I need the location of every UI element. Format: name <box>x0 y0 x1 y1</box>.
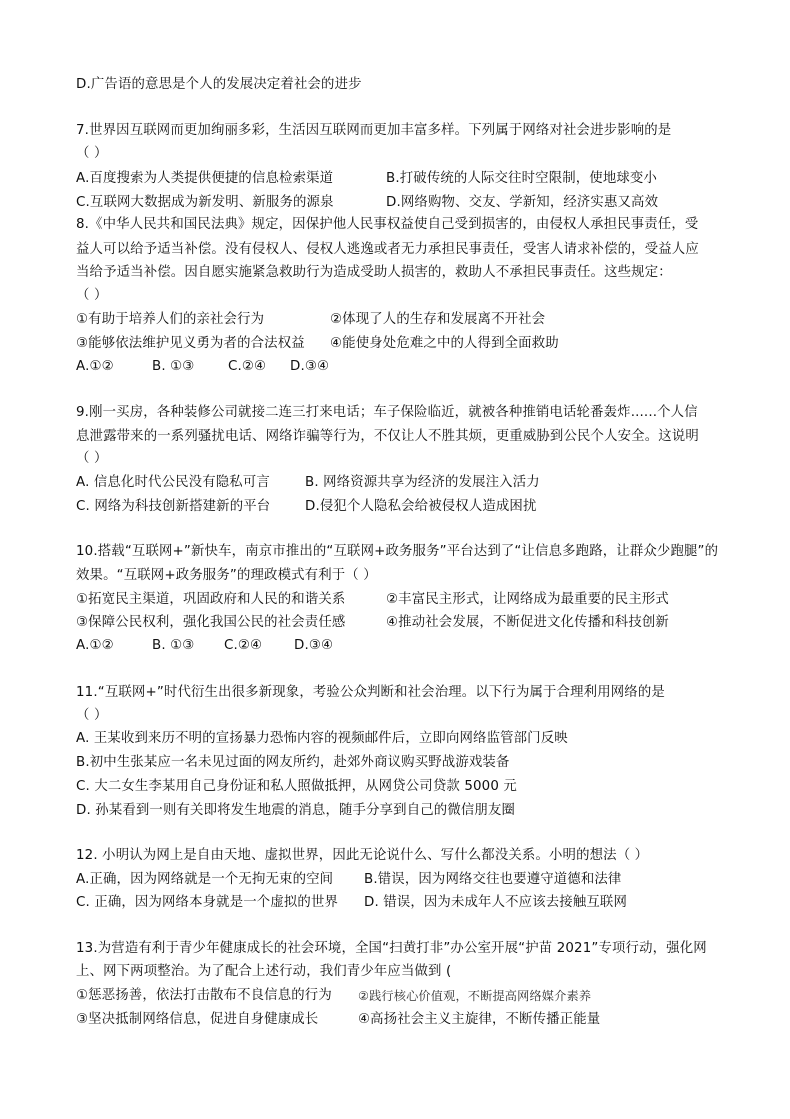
q11-option-b: B.初中生张某应一名未见过面的网友所约，赴郊外商议购买野战游戏装备 <box>76 755 510 770</box>
q10-statement-1: ①拓宽民主渠道，巩固政府和人民的和谐关系 <box>76 592 346 607</box>
q9-option-b: B. 网络资源共享为经济的发展注入活力 <box>305 475 540 490</box>
q10-statement-4: ④推动社会发展，不断促进文化传播和科技创新 <box>386 615 669 630</box>
q9-answer-paren: （ ） <box>76 451 108 466</box>
q9-stem-line2: 息泄露带来的一系列骚扰电话、网络诈骗等行为，不仅让人不胜其烦，更重威胁到公民个人安全。这说明 <box>76 429 699 444</box>
q8-statement-4: ④能使身处危难之中的人得到全面救助 <box>330 336 559 351</box>
q9-option-d: D.侵犯个人隐私会给被侵权人造成困扰 <box>305 499 537 514</box>
q12-option-c: C. 正确，因为网络本身就是一个虚拟的世界 <box>76 895 339 910</box>
q10-option-d: D.③④ <box>294 638 334 653</box>
q12-option-a: A.正确，因为网络就是一个无拘无束的空间 <box>76 872 334 887</box>
q12-option-d: D. 错误，因为未成年人不应该去接触互联网 <box>364 895 628 910</box>
q13-statement-3: ③坚决抵制网络信息，促进自身健康成长 <box>76 1012 319 1027</box>
q10-stem-line1: 10.搭载“互联网+”新快车，南京市推出的“互联网+政务服务”平台达到了“让信息多跑路，让群众少跑腿”的 <box>76 544 719 559</box>
q8-statement-1: ①有助于培养人们的亲社会行为 <box>76 312 265 327</box>
q13-statement-4: ④高扬社会主义主旋律，不断传播正能量 <box>358 1012 601 1027</box>
q13-statement-2: ②践行核心价值观，不断提高网络媒介素养 <box>358 989 592 1003</box>
q7-option-d: D.网络购物、交友、学新知，经济实惠又高效 <box>386 195 659 210</box>
q13-stem-line2: 上、网下两项整治。为了配合上述行动，我们青少年应当做到 ( <box>76 964 452 979</box>
q12-option-b: B.错误，因为网络交往也要遵守道德和法律 <box>364 872 622 887</box>
q7-option-a: A.百度搜索为人类提供便捷的信息检索渠道 <box>76 171 334 186</box>
q11-stem: 11.“互联网+”时代衍生出很多新现象，考验公众判断和社会治理。以下行为属于合理利用网络的是 <box>76 685 665 700</box>
q8-statement-2: ②体现了人的生存和发展离不开社会 <box>330 312 546 327</box>
q8-stem-line2: 益人可以给予适当补偿。没有侵权人、侵权人逃逸或者无力承担民事责任，受害人请求补偿的，受益人应 <box>76 242 699 257</box>
q8-answer-paren: （ ） <box>76 288 108 303</box>
q8-stem-line3: 当给予适当补偿。因自愿实施紧急救助行为造成受助人损害的，救助人不承担民事责任。这些规定： <box>76 265 672 280</box>
q11-option-d: D. 孙某看到一则有关即将发生地震的消息，随手分享到自己的微信朋友圈 <box>76 803 516 818</box>
q8-stem-line1: 8.《中华人民共和国民法典》规定，因保护他人民事权益使自己受到损害的，由侵权人承担民事责任，受 <box>76 217 699 232</box>
q10-stem-line2: 效果。“互联网+政务服务”的理政模式有利于（ ） <box>76 568 377 583</box>
q8-option-d: D.③④ <box>290 359 330 374</box>
q8-option-c: C.②④ <box>228 359 267 374</box>
q8-option-b: B. ①③ <box>152 359 195 374</box>
q10-option-c: C.②④ <box>224 638 263 653</box>
prev-question-option-d: D.广告语的意思是个人的发展决定着社会的进步 <box>76 77 362 92</box>
q8-option-a: A.①② <box>76 359 114 374</box>
q9-option-a: A. 信息化时代公民没有隐私可言 <box>76 475 270 490</box>
q11-option-a: A. 王某收到来历不明的宣扬暴力恐怖内容的视频邮件后，立即向网络监管部门反映 <box>76 731 568 746</box>
q8-statement-3: ③能够依法维护见义勇为者的合法权益 <box>76 336 305 351</box>
q7-option-b: B.打破传统的人际交往时空限制，使地球变小 <box>386 171 658 186</box>
q7-stem: 7.世界因互联网而更加绚丽多彩，生活因互联网而更加丰富多样。下列属于网络对社会进步影响的是 <box>76 123 672 138</box>
q12-stem: 12. 小明认为网上是自由天地、虚拟世界，因此无论说什么、写什么都没关系。小明的想法（ ） <box>76 848 649 863</box>
q10-statement-3: ③保障公民权利，强化我国公民的社会责任感 <box>76 615 346 630</box>
q11-answer-paren: （ ） <box>76 708 108 723</box>
q13-statement-1: ①惩恶扬善，依法打击散布不良信息的行为 <box>76 988 332 1003</box>
q10-statement-2: ②丰富民主形式，让网络成为最重要的民主形式 <box>386 592 669 607</box>
q11-option-c: C. 大二女生李某用自己身份证和私人照做抵押，从网贷公司贷款 5000 元 <box>76 779 517 794</box>
q13-stem-line1: 13.为营造有利于青少年健康成长的社会环境，全国“扫黄打非”办公室开展“护苗 2021”专项行动，强化网 <box>76 941 707 956</box>
q7-option-c: C.互联网大数据成为新发明、新服务的源泉 <box>76 195 334 210</box>
q9-option-c: C. 网络为科技创新搭建新的平台 <box>76 499 271 514</box>
q10-option-b: B. ①③ <box>152 638 195 653</box>
q10-option-a: A.①② <box>76 638 114 653</box>
q9-stem-line1: 9.刚一买房，各种装修公司就接二连三打来电话；车子保险临近，就被各种推销电话轮番轰炸......个人信 <box>76 405 698 420</box>
q7-answer-paren: （ ） <box>76 146 108 161</box>
